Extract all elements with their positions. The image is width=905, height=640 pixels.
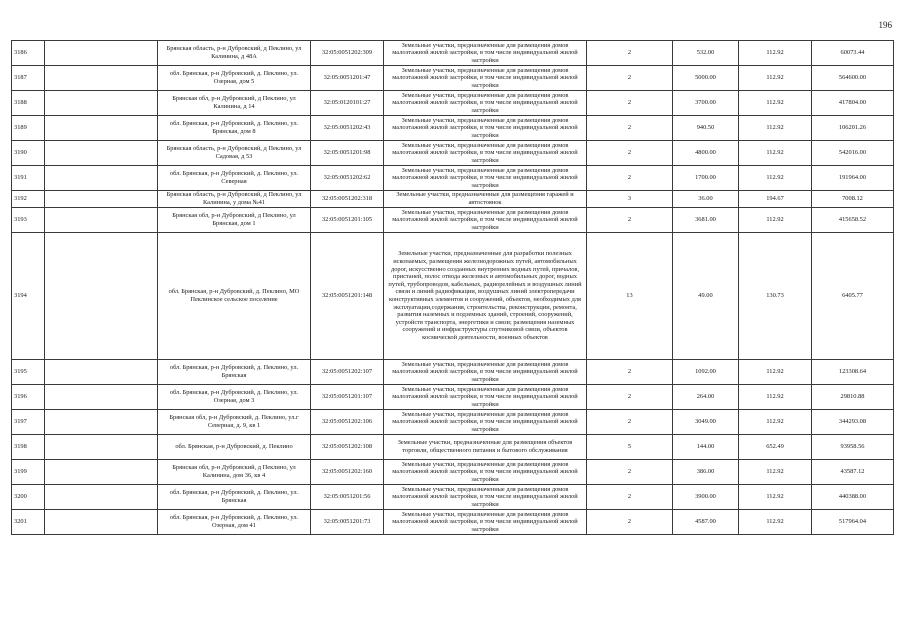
land-use-cell: Земельные участки, предназначенные для размещения домов малоэтажной жилой застройки, в том числе индивидуальной жилой застройки xyxy=(384,485,587,510)
owner-cell xyxy=(45,233,158,360)
owner-cell xyxy=(45,116,158,141)
address-cell: обл. Брянская, р-н Дубровский, д. Пеклино, ул. Брянская, дом 8 xyxy=(158,116,311,141)
specific-value-cell: 112.92 xyxy=(739,91,812,116)
address-cell: обл. Брянская, р-н Дубровский, д. Пеклино, ул. Озерная, дом 5 xyxy=(158,66,311,91)
cadastral-value-cell: 123308.64 xyxy=(812,360,894,385)
specific-value-cell: 112.92 xyxy=(739,510,812,535)
cadastral-value-cell: 106201.26 xyxy=(812,116,894,141)
table-row xyxy=(12,116,894,141)
group-code-cell: 2 xyxy=(587,208,673,233)
specific-value-cell: 112.92 xyxy=(739,141,812,166)
cadastral-value-cell: 7008.12 xyxy=(812,191,894,208)
cadastral-value-cell: 344293.08 xyxy=(812,410,894,435)
specific-value-cell: 112.92 xyxy=(739,385,812,410)
specific-value-cell: 130.73 xyxy=(739,233,812,360)
row-number: 3195 xyxy=(12,360,45,385)
specific-value-cell: 112.92 xyxy=(739,208,812,233)
address-cell: Брянская обл, р-н Дубровский, д. Пеклино, ул.г Северная, д. 9, кв 1 xyxy=(158,410,311,435)
land-use-cell: Земельные участки, предназначенные для размещения домов малоэтажной жилой застройки, в том числе индивидуальной жилой застройки xyxy=(384,141,587,166)
table-row xyxy=(12,385,894,410)
cadastral-value-cell: 564600.00 xyxy=(812,66,894,91)
group-code-cell: 13 xyxy=(587,233,673,360)
owner-cell xyxy=(45,510,158,535)
area-cell: 532.00 xyxy=(673,41,739,66)
area-cell: 3681.00 xyxy=(673,208,739,233)
address-cell: обл. Брянская, р-н Дубровский, д. Пеклино, ул. Брянская xyxy=(158,360,311,385)
land-use-cell: Земельные участки, предназначенные для размещения домов малоэтажной жилой застройки, в том числе индивидуальной жилой застройки xyxy=(384,410,587,435)
cadastral-number-cell: 32:05:0051202:107 xyxy=(311,360,384,385)
cadastral-number-cell: 32:05:0051202:160 xyxy=(311,460,384,485)
cadastral-number-cell: 32:05:0051201:56 xyxy=(311,485,384,510)
cadastral-value-cell: 417804.00 xyxy=(812,91,894,116)
specific-value-cell: 112.92 xyxy=(739,485,812,510)
area-cell: 1700.00 xyxy=(673,166,739,191)
cadastral-number-cell: 32:05:0051201:98 xyxy=(311,141,384,166)
table-row xyxy=(12,410,894,435)
group-code-cell: 2 xyxy=(587,166,673,191)
address-cell: Брянская обл, р-н Дубровский, д Пеклино, ул Калинина, дом 36, кв 4 xyxy=(158,460,311,485)
cadastral-number-cell: 32:05:0051201:47 xyxy=(311,66,384,91)
table-row xyxy=(12,208,894,233)
owner-cell xyxy=(45,141,158,166)
table-row xyxy=(12,360,894,385)
cadastral-value-cell: 60073.44 xyxy=(812,41,894,66)
row-number: 3200 xyxy=(12,485,45,510)
table-row xyxy=(12,485,894,510)
area-cell: 36.00 xyxy=(673,191,739,208)
address-cell: обл. Брянская, р-н Дубровский, д. Пеклино xyxy=(158,435,311,460)
table-row xyxy=(12,166,894,191)
land-use-cell: Земельные участки, предназначенные для размещения домов малоэтажной жилой застройки, в том числе индивидуальной жилой застройки xyxy=(384,116,587,141)
cadastral-number-cell: 32:05:0051201:73 xyxy=(311,510,384,535)
specific-value-cell: 112.92 xyxy=(739,116,812,141)
cadastral-value-cell: 43587.12 xyxy=(812,460,894,485)
cadastral-value-cell: 542016.00 xyxy=(812,141,894,166)
address-cell: обл. Брянская, р-н Дубровский, д. Пеклино, ул. Озерная, дом 41 xyxy=(158,510,311,535)
cadastral-value-cell: 415658.52 xyxy=(812,208,894,233)
land-use-cell: Земельные участки, предназначенные для размещения домов малоэтажной жилой застройки, в том числе индивидуальной жилой застройки xyxy=(384,166,587,191)
address-cell: обл. Брянская, р-н Дубровский, д. Пеклино, МО Пеклинское сельское поселение xyxy=(158,233,311,360)
address-cell: Брянская обл, р-н Дубровский, д Пеклино, ул Калинина, д 14 xyxy=(158,91,311,116)
cadastral-value-cell: 29810.88 xyxy=(812,385,894,410)
address-cell: Брянская обл, р-н Дубровский, д Пеклино, ул Брянская, дом 1 xyxy=(158,208,311,233)
address-cell: обл. Брянская, р-н Дубровский, д. Пеклино, ул. Северная xyxy=(158,166,311,191)
area-cell: 264.00 xyxy=(673,385,739,410)
owner-cell xyxy=(45,91,158,116)
land-use-cell: Земельные участки, предназначенные для размещения домов малоэтажной жилой застройки, в том числе индивидуальной жилой застройки xyxy=(384,460,587,485)
area-cell: 3900.00 xyxy=(673,485,739,510)
group-code-cell: 2 xyxy=(587,485,673,510)
land-use-cell: Земельные участки, предназначенные для размещения домов малоэтажной жилой застройки, в том числе индивидуальной жилой застройки xyxy=(384,91,587,116)
land-use-cell: Земельные участки, предназначенные для размещения домов малоэтажной жилой застройки, в том числе индивидуальной жилой застройки xyxy=(384,385,587,410)
specific-value-cell: 652.49 xyxy=(739,435,812,460)
owner-cell xyxy=(45,41,158,66)
specific-value-cell: 112.92 xyxy=(739,460,812,485)
group-code-cell: 2 xyxy=(587,91,673,116)
cadastral-value-cell: 93958.56 xyxy=(812,435,894,460)
row-number: 3193 xyxy=(12,208,45,233)
specific-value-cell: 112.92 xyxy=(739,360,812,385)
owner-cell xyxy=(45,208,158,233)
row-number: 3186 xyxy=(12,41,45,66)
row-number: 3189 xyxy=(12,116,45,141)
cadastral-number-cell: 32:05:0051202:309 xyxy=(311,41,384,66)
group-code-cell: 3 xyxy=(587,191,673,208)
area-cell: 3700.00 xyxy=(673,91,739,116)
land-use-cell: Земельные участки, предназначенные для размещения объектов торговли, общественного питания и бытового обслуживания xyxy=(384,435,587,460)
row-number: 3190 xyxy=(12,141,45,166)
owner-cell xyxy=(45,410,158,435)
cadastral-number-cell: 32:05:0051202:43 xyxy=(311,116,384,141)
area-cell: 1092.00 xyxy=(673,360,739,385)
table-row xyxy=(12,141,894,166)
group-code-cell: 2 xyxy=(587,41,673,66)
cadastral-number-cell: 32:05:0051201:148 xyxy=(311,233,384,360)
land-use-cell: Земельные участки, предназначенные для разработки полезных ископаемых, размещения железнодорожных путей, автомобильных дорог, искусственно созданных внутренних водных путей, причалов, пристаней, полос отвода железных и автомобильных дорог, водных путей, трубопроводов, кабельных, радиорелейных и воздушных линий связи и линий радиофикации, воздушных линий электропередачи конструктивных элементов и сооружений, объектов, необходимых для эксплуатации,содержания, строительства, реконструкции, ремонта, развития наземных и подземных зданий, строений, сооружений, устройств транспорта, энергетики и связи; размещения наземных сооружений и инфраструктуры спутниковой связи, объектов космической деятельности, военных объектов xyxy=(384,233,587,360)
cadastral-number-cell: 32:05:0051202:318 xyxy=(311,191,384,208)
group-code-cell: 5 xyxy=(587,435,673,460)
cadastral-value-table xyxy=(11,40,894,535)
table-row xyxy=(12,510,894,535)
specific-value-cell: 112.92 xyxy=(739,41,812,66)
cadastral-value-cell: 517964.04 xyxy=(812,510,894,535)
owner-cell xyxy=(45,166,158,191)
area-cell: 3049.00 xyxy=(673,410,739,435)
cadastral-number-cell: 32:05:0051202:62 xyxy=(311,166,384,191)
page-number: 196 xyxy=(878,20,892,30)
cadastral-value-cell: 191964.00 xyxy=(812,166,894,191)
owner-cell xyxy=(45,360,158,385)
land-use-cell: Земельные участки, предназначенные для размещения домов малоэтажной жилой застройки, в том числе индивидуальной жилой застройки xyxy=(384,66,587,91)
row-number: 3198 xyxy=(12,435,45,460)
address-cell: Брянская область, р-н Дубровский, д Пеклино, ул Калинина, д 48А xyxy=(158,41,311,66)
cadastral-number-cell: 32:05:0051201:107 xyxy=(311,385,384,410)
land-use-cell: Земельные участки, предназначенные для размещения гаражей и автостоянок xyxy=(384,191,587,208)
table-row xyxy=(12,460,894,485)
group-code-cell: 2 xyxy=(587,510,673,535)
cadastral-number-cell: 32:05:0120101:27 xyxy=(311,91,384,116)
land-use-cell: Земельные участки, предназначенные для размещения домов малоэтажной жилой застройки, в том числе индивидуальной жилой застройки xyxy=(384,360,587,385)
owner-cell xyxy=(45,66,158,91)
group-code-cell: 2 xyxy=(587,460,673,485)
owner-cell xyxy=(45,435,158,460)
group-code-cell: 2 xyxy=(587,410,673,435)
cadastral-number-cell: 32:05:0051202:108 xyxy=(311,435,384,460)
row-number: 3194 xyxy=(12,233,45,360)
group-code-cell: 2 xyxy=(587,360,673,385)
table-row xyxy=(12,233,894,360)
group-code-cell: 2 xyxy=(587,385,673,410)
address-cell: обл. Брянская, р-н Дубровский, д. Пеклино, ул. Брянская xyxy=(158,485,311,510)
owner-cell xyxy=(45,191,158,208)
specific-value-cell: 112.92 xyxy=(739,166,812,191)
area-cell: 4800.00 xyxy=(673,141,739,166)
table-row xyxy=(12,191,894,208)
row-number: 3201 xyxy=(12,510,45,535)
row-number: 3192 xyxy=(12,191,45,208)
land-use-cell: Земельные участки, предназначенные для размещения домов малоэтажной жилой застройки, в том числе индивидуальной жилой застройки xyxy=(384,510,587,535)
address-cell: Брянская область, р-н Дубровский, д Пеклино, ул Садовая, д 53 xyxy=(158,141,311,166)
row-number: 3191 xyxy=(12,166,45,191)
area-cell: 49.00 xyxy=(673,233,739,360)
cadastral-value-cell: 440388.00 xyxy=(812,485,894,510)
table-row xyxy=(12,66,894,91)
owner-cell xyxy=(45,460,158,485)
area-cell: 144.00 xyxy=(673,435,739,460)
land-use-cell: Земельные участки, предназначенные для размещения домов малоэтажной жилой застройки, в том числе индивидуальной жилой застройки xyxy=(384,208,587,233)
table-row xyxy=(12,41,894,66)
specific-value-cell: 194.67 xyxy=(739,191,812,208)
address-cell: обл. Брянская, р-н Дубровский, д. Пеклино, ул. Озерная, дом 3 xyxy=(158,385,311,410)
owner-cell xyxy=(45,385,158,410)
row-number: 3188 xyxy=(12,91,45,116)
row-number: 3196 xyxy=(12,385,45,410)
area-cell: 386.00 xyxy=(673,460,739,485)
row-number: 3197 xyxy=(12,410,45,435)
group-code-cell: 2 xyxy=(587,116,673,141)
group-code-cell: 2 xyxy=(587,141,673,166)
land-use-cell: Земельные участки, предназначенные для размещения домов малоэтажной жилой застройки, в том числе индивидуальной жилой застройки xyxy=(384,41,587,66)
specific-value-cell: 112.92 xyxy=(739,410,812,435)
group-code-cell: 2 xyxy=(587,66,673,91)
row-number: 3199 xyxy=(12,460,45,485)
table-row xyxy=(12,435,894,460)
area-cell: 940.50 xyxy=(673,116,739,141)
specific-value-cell: 112.92 xyxy=(739,66,812,91)
area-cell: 5000.00 xyxy=(673,66,739,91)
cadastral-number-cell: 32:05:0051202:106 xyxy=(311,410,384,435)
table-row xyxy=(12,91,894,116)
cadastral-value-cell: 6405.77 xyxy=(812,233,894,360)
row-number: 3187 xyxy=(12,66,45,91)
owner-cell xyxy=(45,485,158,510)
address-cell: Брянская область, р-н Дубровский, д Пеклино, ул Калинина, у дома №41 xyxy=(158,191,311,208)
table-body xyxy=(12,41,894,535)
cadastral-number-cell: 32:05:0051201:105 xyxy=(311,208,384,233)
area-cell: 4587.00 xyxy=(673,510,739,535)
